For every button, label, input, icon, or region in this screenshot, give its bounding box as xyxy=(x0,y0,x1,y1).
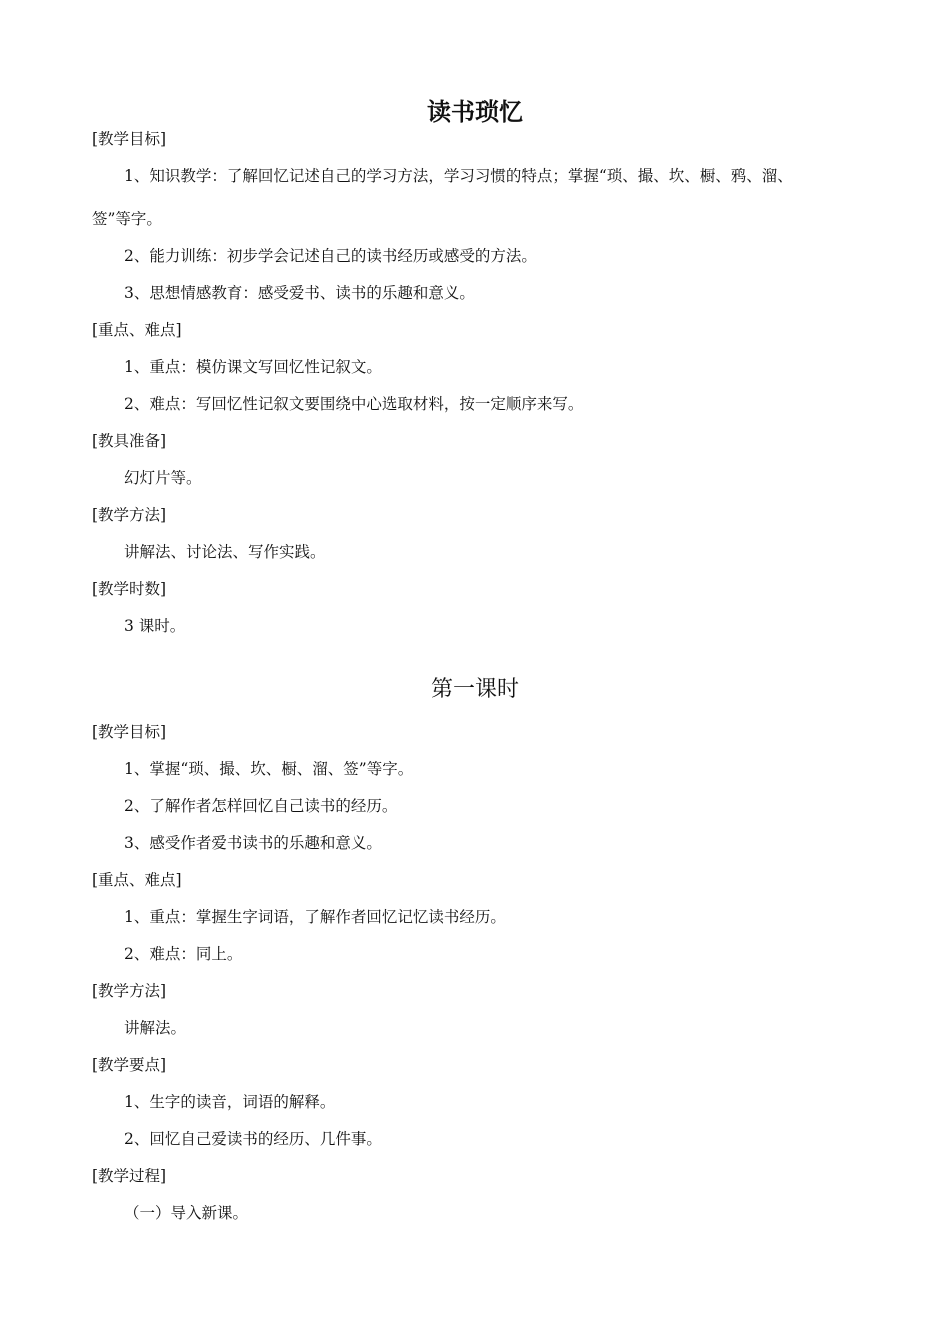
lesson1-heading-teaching-points: [教学要点] xyxy=(92,1056,167,1074)
lesson1-goal-item-1: 1、掌握“琐、撮、坎、橱、溜、签”等字。 xyxy=(124,760,414,778)
section-heading-teaching-aids: [教具准备] xyxy=(92,432,167,450)
lesson-one-title: 第一课时 xyxy=(430,677,519,702)
section-heading-teaching-methods: [教学方法] xyxy=(92,506,167,524)
lesson1-heading-teaching-goals: [教学目标] xyxy=(92,723,167,741)
goal-item-1: 1、知识教学：了解回忆记述自己的学习方法，学习习惯的特点；掌握“琐、撮、坎、橱、鸦、溜、 xyxy=(124,167,793,185)
teaching-aids-text: 幻灯片等。 xyxy=(124,469,202,487)
lesson1-heading-teaching-process: [教学过程] xyxy=(92,1167,167,1185)
teaching-methods-text: 讲解法、讨论法、写作实践。 xyxy=(124,543,326,561)
lesson1-goal-item-3: 3、感受作者爱书读书的乐趣和意义。 xyxy=(124,834,382,852)
lesson1-teaching-point-2: 2、回忆自己爱读书的经历、几件事。 xyxy=(124,1130,382,1148)
lesson1-process-step-1: （一）导入新课。 xyxy=(124,1204,249,1222)
teaching-hours-text: 3 课时。 xyxy=(124,617,186,635)
lesson1-teaching-methods-text: 讲解法。 xyxy=(124,1019,187,1037)
key-point-1: 1、重点：模仿课文写回忆性记叙文。 xyxy=(124,358,382,376)
goal-item-3: 3、思想情感教育：感受爱书、读书的乐趣和意义。 xyxy=(124,284,475,302)
lesson1-goal-item-2: 2、了解作者怎样回忆自己读书的经历。 xyxy=(124,797,398,815)
lesson1-key-point-1: 1、重点：掌握生字词语，了解作者回忆记忆读书经历。 xyxy=(124,908,506,926)
lesson1-heading-key-points: [重点、难点] xyxy=(92,871,182,889)
key-point-2: 2、难点：写回忆性记叙文要围绕中心选取材料，按一定顺序来写。 xyxy=(124,395,584,413)
section-heading-teaching-goals: [教学目标] xyxy=(92,130,167,148)
lesson1-key-point-2: 2、难点：同上。 xyxy=(124,945,243,963)
section-heading-teaching-hours: [教学时数] xyxy=(92,580,167,598)
goal-item-2: 2、能力训练：初步学会记述自己的读书经历或感受的方法。 xyxy=(124,247,537,265)
goal-item-1-continued: 签”等字。 xyxy=(92,210,162,228)
lesson1-heading-teaching-methods: [教学方法] xyxy=(92,982,167,1000)
lesson1-teaching-point-1: 1、生字的读音，词语的解释。 xyxy=(124,1093,336,1111)
document-title: 读书琐忆 xyxy=(427,98,523,126)
section-heading-key-points: [重点、难点] xyxy=(92,321,182,339)
